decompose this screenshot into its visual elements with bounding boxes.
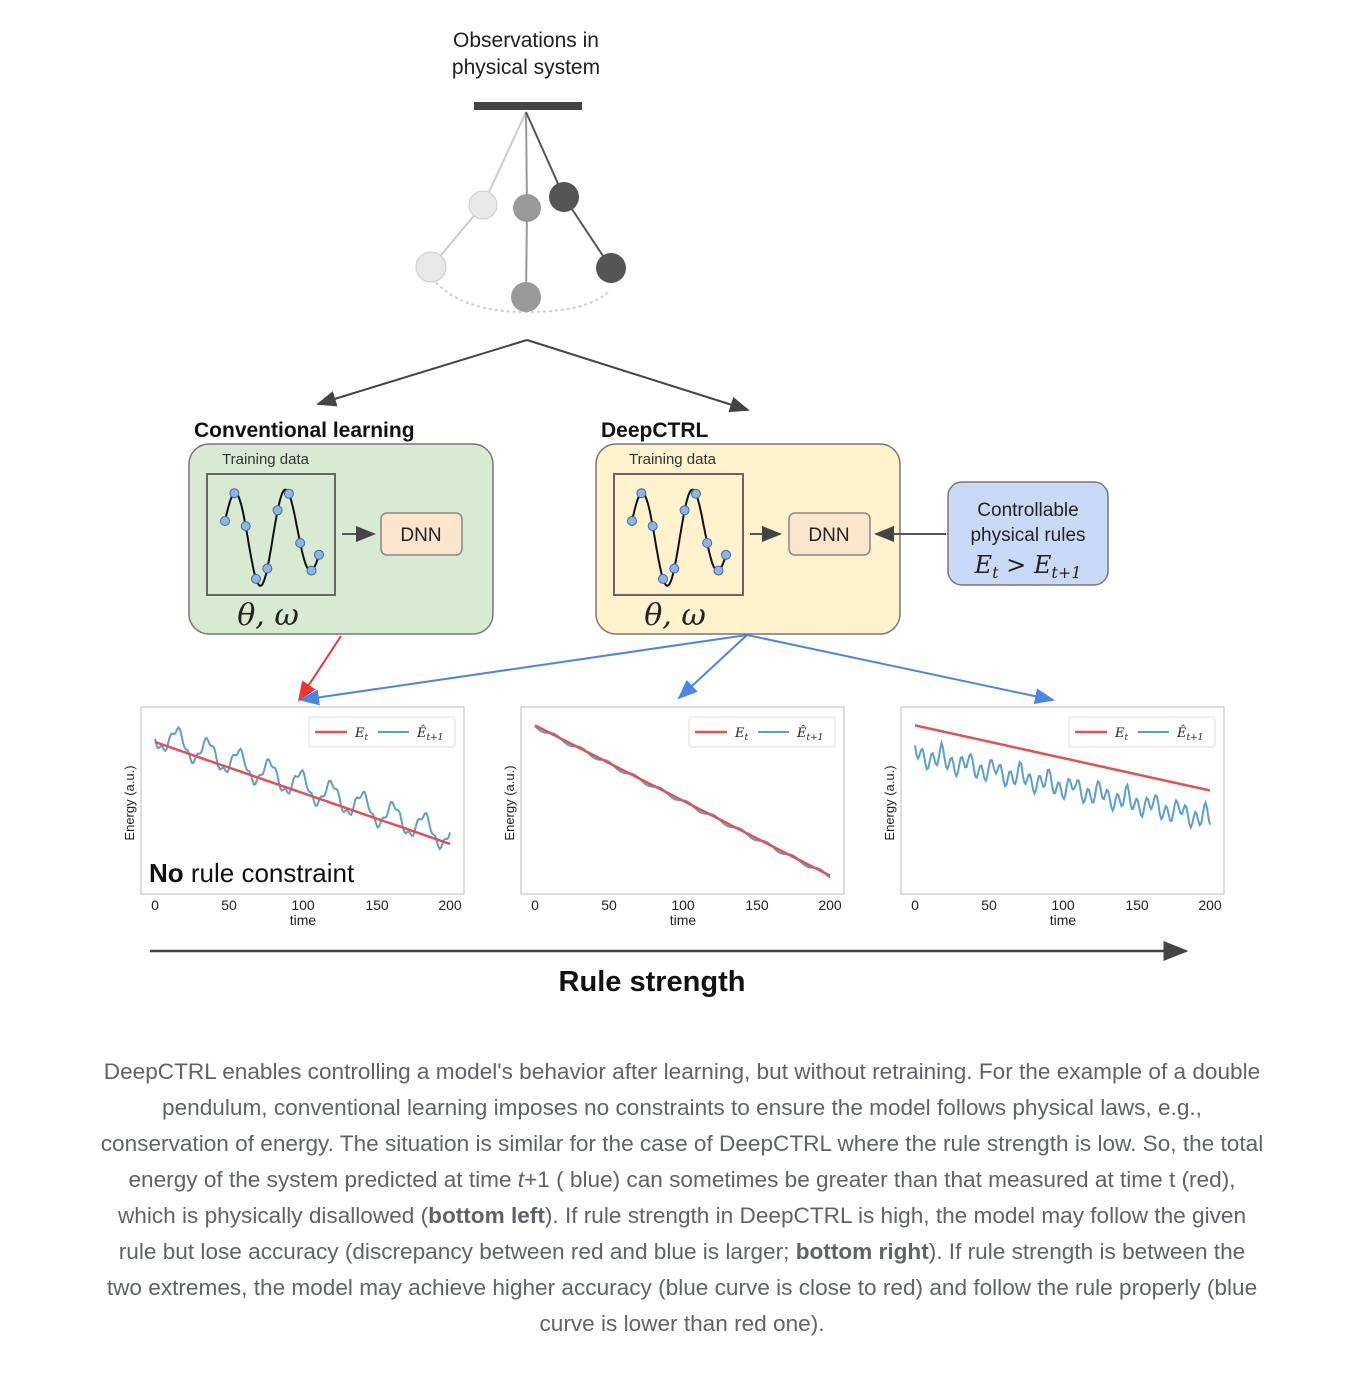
x-tick-label: 200 [438, 897, 462, 913]
training-sample-point [628, 517, 637, 526]
x-tick-label: 0 [911, 897, 919, 913]
x-tick-label: 150 [1125, 897, 1149, 913]
legend-label: $Ê_{t+1}$ [797, 726, 824, 743]
plot-legend [1069, 717, 1215, 747]
energy-plot-high-rule [882, 707, 1224, 928]
x-axis-label: time [669, 912, 697, 928]
pendulum-bob [416, 252, 446, 282]
y-axis-label: Energy (a.u.) [502, 765, 517, 841]
x-axis-label: time [1049, 912, 1077, 928]
training-sample-point [230, 489, 239, 498]
legend-label: $Ê_{t+1}$ [417, 726, 444, 743]
conventional-training-label: Training data [222, 451, 309, 468]
training-sample-point [221, 517, 230, 526]
pendulum-bob [469, 191, 497, 219]
conventional-to-plot-arrow [299, 636, 341, 700]
deepctrl-title: DeepCTRL [601, 419, 709, 442]
plot-legend [309, 717, 455, 747]
observations-label-line2: physical system [451, 56, 601, 79]
training-sample-point [670, 564, 679, 573]
conventional-title: Conventional learning [194, 419, 415, 442]
x-tick-label: 0 [151, 897, 159, 913]
observations-label-line1: Observations in [453, 29, 599, 52]
deepctrl-params: θ, ω [644, 598, 706, 633]
x-tick-label: 150 [745, 897, 769, 913]
training-sample-point [315, 550, 324, 559]
training-sample-point [307, 566, 316, 575]
rules-line2: physical rules [970, 525, 1086, 546]
no-rule-annotation: No rule constraint [149, 858, 355, 888]
x-tick-label: 50 [981, 897, 997, 913]
x-tick-label: 50 [601, 897, 617, 913]
training-sample-point [714, 566, 723, 575]
energy-plot-no-rule [122, 707, 464, 928]
deepctrl-training-label: Training data [629, 451, 716, 468]
legend-label: $Ê_{t+1}$ [1177, 726, 1204, 743]
deepctrl-to-plot1-arrow [301, 635, 747, 700]
training-sample-point [296, 539, 305, 548]
pendulum-bob [511, 282, 541, 312]
deepctrl-to-plot3-arrow [747, 635, 1053, 700]
training-sample-point [252, 574, 261, 583]
x-tick-label: 100 [1051, 897, 1075, 913]
double-pendulum-illustration [416, 102, 626, 312]
legend-label: $E_t$ [1115, 726, 1129, 743]
training-sample-point [241, 522, 250, 531]
split-arrow-left [318, 340, 527, 404]
legend-label: $E_t$ [735, 726, 749, 743]
deepctrl-to-plot2-arrow [679, 635, 747, 698]
pendulum-bob [513, 194, 541, 222]
x-tick-label: 100 [291, 897, 315, 913]
training-sample-point [680, 506, 689, 515]
training-sample-point [691, 489, 700, 498]
x-tick-label: 0 [531, 897, 539, 913]
x-tick-label: 200 [818, 897, 842, 913]
y-axis-label: Energy (a.u.) [122, 765, 137, 841]
plot-legend [689, 717, 835, 747]
rules-line1: Controllable [977, 500, 1079, 521]
training-sample-point [637, 489, 646, 498]
rules-formula: $E_t > E_{t+1}$ [974, 551, 1082, 582]
x-tick-label: 50 [221, 897, 237, 913]
x-tick-label: 100 [671, 897, 695, 913]
legend-label: $E_t$ [355, 726, 369, 743]
training-sample-point [659, 574, 668, 583]
training-sample-point [263, 564, 272, 573]
training-sample-point [284, 489, 293, 498]
conventional-params: θ, ω [237, 598, 299, 633]
y-axis-label: Energy (a.u.) [882, 765, 897, 841]
x-tick-label: 150 [365, 897, 389, 913]
training-sample-point [648, 522, 657, 531]
rule-strength-label: Rule strength [558, 966, 746, 998]
x-axis-label: time [289, 912, 317, 928]
split-arrow-right [527, 340, 748, 410]
pendulum-pivot-bar [474, 102, 582, 110]
training-sample-point [722, 550, 731, 559]
training-sample-point [273, 506, 282, 515]
conventional-dnn-label: DNN [400, 525, 442, 546]
training-sample-point [703, 539, 712, 548]
energy-plot-medium-rule [502, 707, 844, 928]
deepctrl-dnn-label: DNN [808, 525, 850, 546]
x-tick-label: 200 [1198, 897, 1222, 913]
figure-caption: DeepCTRL enables controlling a model's behavior after learning, but without retraining. For the example of a double pendulum, conventional learning imposes no constraints to ensure the model follows physical laws, e.g., conservation of energy. The situation is similar for the case of DeepCTRL where the rule strength is low. So, the total energy of the system predicted at time t+1 ( blue) can sometimes be greater than that measured at time t (red), which is physically disallowed (bottom left). If rule strength in DeepCTRL is high, the model may follow the given rule but lose accuracy (discrepancy between red and blue is larger; bottom right). If rule strength is between the two extremes, the model may achieve higher accuracy (blue curve is close to red) and follow the rule properly (blue curve is lower than red one). [100, 1059, 1264, 1336]
pendulum-bob [596, 253, 626, 283]
pendulum-bob [549, 182, 579, 212]
